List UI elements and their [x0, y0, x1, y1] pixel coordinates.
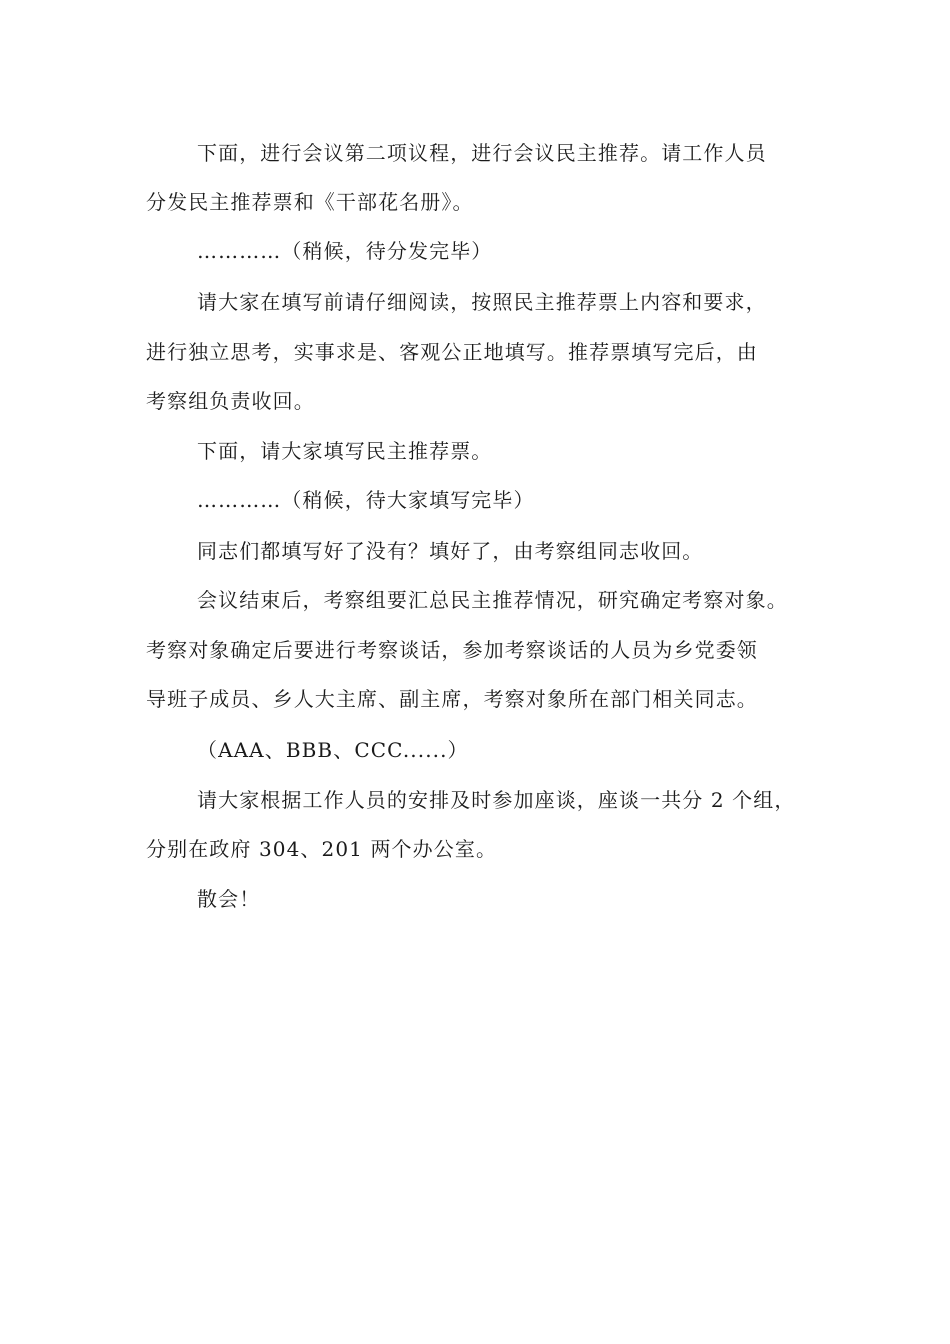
paragraph-3-line-1: 请大家在填写前请仔细阅读，按照民主推荐票上内容和要求， [197, 290, 767, 314]
paragraph-7-line-2: 考察对象确定后要进行考察谈话，参加考察谈话的人员为乡党委领 [146, 638, 758, 662]
paragraph-9-line-2: 分别在政府 304、201 两个办公室。 [146, 837, 498, 861]
paragraph-10-line-1: 散会！ [197, 887, 261, 911]
paragraph-1-line-2: 分发民主推荐票和《干部花名册》。 [146, 190, 474, 214]
paragraph-3-line-3: 考察组负责收回。 [146, 389, 315, 413]
paragraph-7-line-1: 会议结束后，考察组要汇总民主推荐情况，研究确定考察对象。 [197, 588, 788, 612]
paragraph-6-line-1: 同志们都填写好了没有？填好了，由考察组同志收回。 [197, 539, 704, 563]
paragraph-7-line-3: 导班子成员、乡人大主席、副主席，考察对象所在部门相关同志。 [146, 687, 758, 711]
paragraph-4-line-1: 下面，请大家填写民主推荐票。 [197, 439, 493, 463]
paragraph-9-line-1: 请大家根据工作人员的安排及时参加座谈，座谈一共分 2 个组， [197, 788, 796, 812]
paragraph-3-line-2: 进行独立思考，实事求是、客观公正地填写。推荐票填写完后，由 [146, 340, 758, 364]
paragraph-8-line-1: （AAA、BBB、CCC......） [197, 738, 469, 762]
paragraph-2-line-1: …………（稍候，待分发完毕） [197, 239, 493, 263]
paragraph-1-line-1: 下面，进行会议第二项议程，进行会议民主推荐。请工作人员 [197, 141, 767, 165]
paragraph-5-line-1: …………（稍候，待大家填写完毕） [197, 488, 535, 512]
